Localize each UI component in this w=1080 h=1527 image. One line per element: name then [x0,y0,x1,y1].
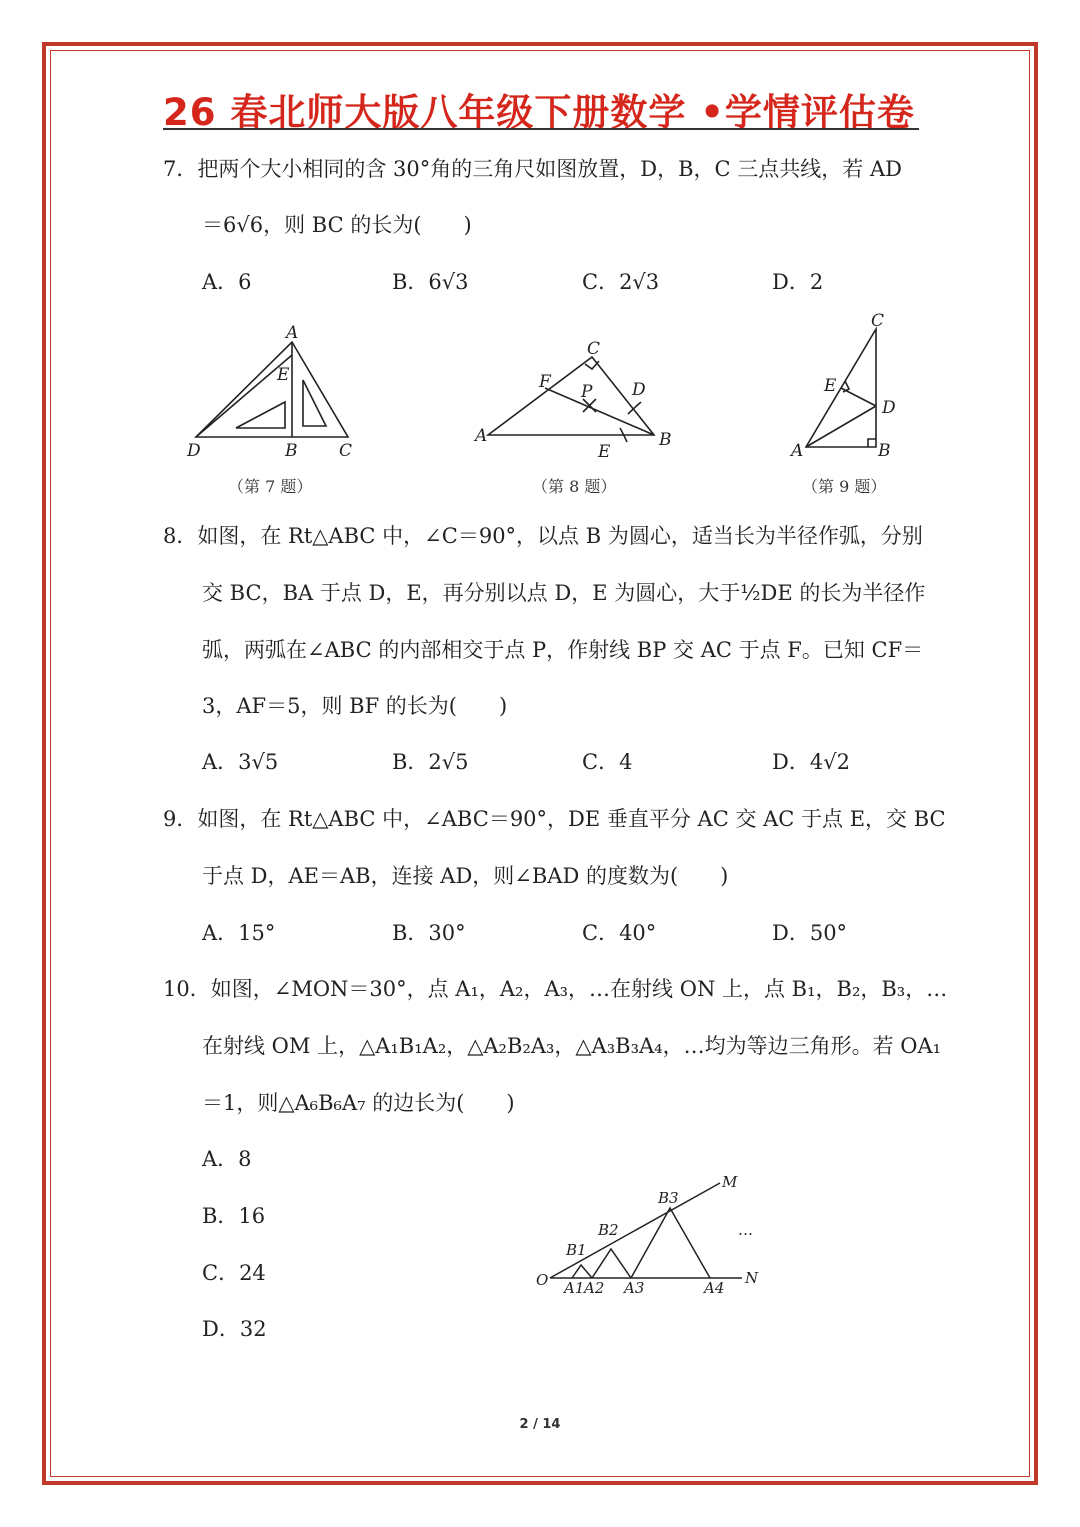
fig10-triangle-3 [631,1208,710,1278]
fig10-triangle-2 [592,1249,631,1278]
q7-line1: 7．把两个大小相同的含 30°角的三角尺如图放置，D，B，C 三点共线，若 AD [163,157,902,181]
q9-option-a: A．15° [202,921,276,945]
q10-line2: 在射线 OM 上，△A₁B₁A₂，△A₂B₂A₃，△A₃B₃A₄，…均为等边三角形。若 OA₁ [202,1034,942,1058]
q8-option-a: A．3√5 [202,750,279,774]
q7-option-d: D．2 [772,270,824,294]
q10-line1: 10．如图，∠MON＝30°，点 A₁，A₂，A₃，…在射线 ON 上，点 B₁，B₂，B₃，… [163,977,948,1001]
fig9-label-e: E [824,376,837,396]
fig8-label-a: A [475,426,488,446]
fig8-label-e: E [598,442,611,462]
fig9-label-b: B [878,441,891,461]
figure-10 [520,1165,780,1300]
q9-option-c: C．40° [582,921,657,945]
fig9-right-angle-b [868,439,876,447]
q7-option-a: A．6 [202,270,252,294]
q9-line2: 于点 D，AE＝AB，连接 AD，则∠BAD 的度数为( ) [202,864,729,888]
q10-line3: ＝1，则△A₆B₆A₇ 的边长为( ) [202,1091,515,1115]
figures-row [0,300,1080,505]
fig10-label-a2: A2 [584,1279,605,1297]
fig8-label-f: F [539,372,551,392]
fig10-label-m: M [722,1173,738,1191]
q8-line4: 3，AF＝5，则 BF 的长为( ) [202,694,508,718]
fig7-label-e: E [277,365,290,385]
fig9-label-a: A [791,441,804,461]
fig10-label-a1: A1 [564,1279,585,1297]
fig7-label-c: C [339,441,353,461]
fig10-ellipsis: … [738,1221,753,1239]
q10-option-c: C．24 [202,1261,266,1285]
fig7-caption: （第 7 题） [228,477,313,496]
q8-line1: 8．如图，在 Rt△ABC 中，∠C＝90°，以点 B 为圆心，适当长为半径作弧，分别 [163,524,923,548]
figure-9 [806,329,876,447]
q8-line3: 弧，两弧在∠ABC 的内部相交于点 P，作射线 BP 交 AC 于点 F。已知 CF＝ [202,638,924,662]
fig7-label-d: D [187,441,201,461]
fig9-label-c: C [871,311,885,331]
fig10-label-b2: B2 [598,1221,619,1239]
page-title: 26 春北师大版八年级下册数学 •学情评估卷 [163,91,915,134]
fig10-label-a4: A4 [704,1279,725,1297]
fig10-label-o: O [536,1271,549,1289]
fig10-triangle-1 [572,1265,592,1278]
q9-option-b: B．30° [392,921,466,945]
fig8-right-angle-mark [585,361,599,369]
fig10-label-a3: A3 [624,1279,645,1297]
figure-7 [196,342,348,437]
q9-line1: 9．如图，在 Rt△ABC 中，∠ABC＝90°，DE 垂直平分 AC 交 AC 于点 E，交 BC [163,807,946,831]
page-number: 2 / 14 [519,1417,561,1432]
fig8-caption: （第 8 题） [532,477,617,496]
q10-option-a: A．8 [202,1147,252,1171]
fig8-label-b: B [659,430,672,450]
q9-option-d: D．50° [772,921,848,945]
q8-option-c: C．4 [582,750,633,774]
q7-line2: ＝6√6，则 BC 的长为( ) [202,213,472,237]
q8-line2: 交 BC，BA 于点 D，E，再分别以点 D，E 为圆心，大于½DE 的长为半径作 [202,581,926,605]
fig7-label-b: B [285,441,298,461]
fig10-ray-om [550,1183,720,1278]
q10-option-d: D．32 [202,1317,267,1341]
q7-option-b: B．6√3 [392,270,469,294]
fig9-label-d: D [882,398,896,418]
q10-option-b: B．16 [202,1204,266,1228]
fig8-label-c: C [587,339,601,359]
fig10-label-b1: B1 [566,1241,587,1259]
title-underline [163,128,919,130]
q7-option-c: C．2√3 [582,270,660,294]
fig10-label-n: N [745,1269,759,1287]
fig7-left-cutout [236,402,285,428]
fig10-label-b3: B3 [658,1189,679,1207]
q8-option-b: B．2√5 [392,750,469,774]
fig9-segment-ad [806,406,876,447]
fig8-triangle [488,357,654,435]
fig8-label-p: P [581,382,593,402]
fig9-caption: （第 9 题） [802,477,887,496]
q8-option-d: D．4√2 [772,750,850,774]
fig7-label-a: A [286,323,299,343]
fig8-label-d: D [632,380,646,400]
fig7-right-cutout [303,380,326,426]
figure-8 [488,357,654,442]
